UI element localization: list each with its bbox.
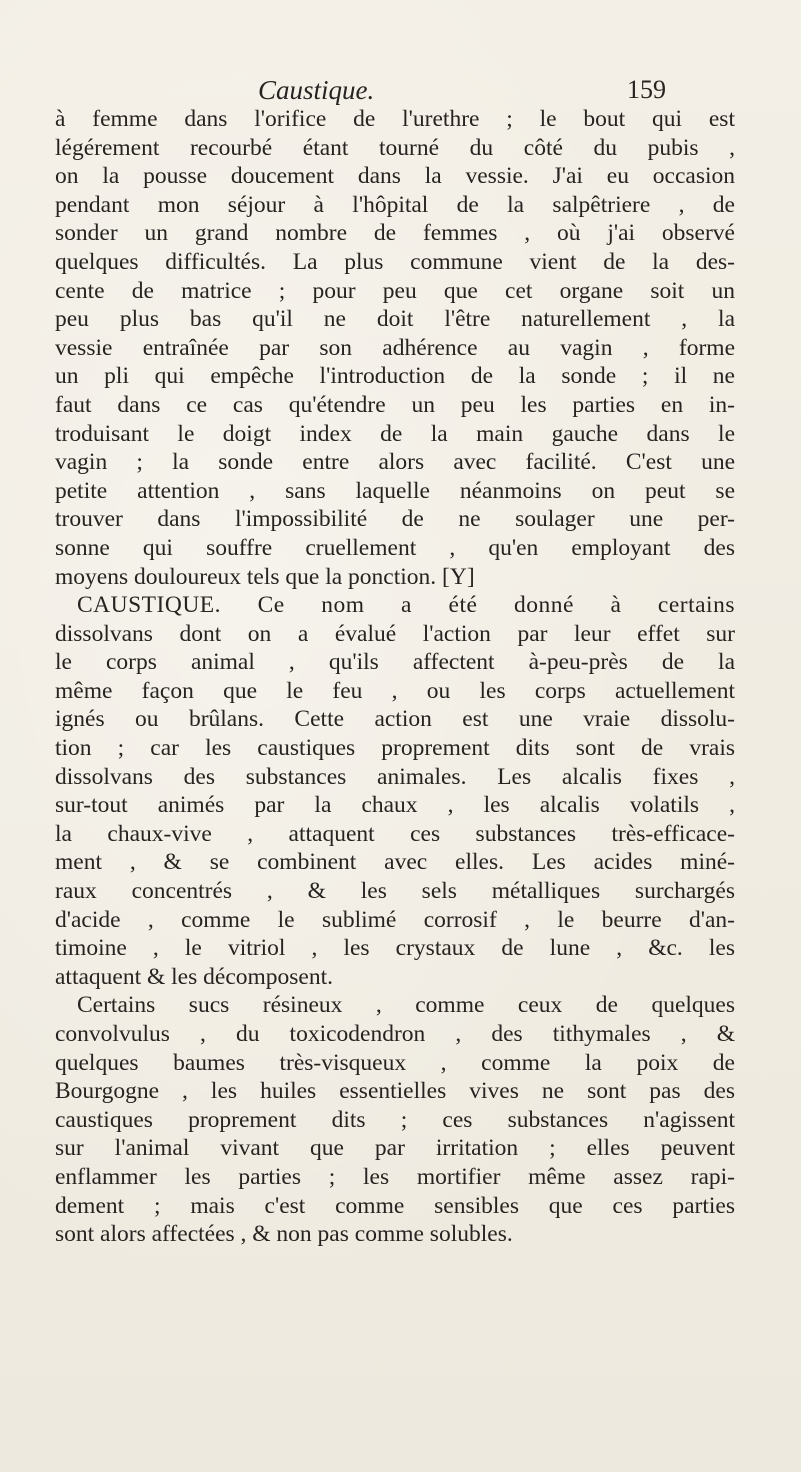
text-line: sonder un grand nombre de femmes , où j'ai observé — [55, 220, 735, 247]
text-line: quelques difficultés. La plus commune vient de la des- — [55, 248, 735, 275]
text-line: troduisant le doigt index de la main gauche dans le — [55, 420, 735, 447]
text-line: petite attention , sans laquelle néanmoins on peut se — [55, 477, 735, 504]
text-line: timoine , le vitriol , les crystaux de lune , &c. les — [55, 935, 735, 962]
text-line: tion ; car les caustiques proprement dits sont de vrais — [55, 735, 735, 762]
text-line: enflammer les parties ; les mortifier même assez rapi- — [55, 1163, 735, 1190]
text-line: quelques baumes très-visqueux , comme la poix de — [55, 1049, 735, 1076]
text-line: sont alors affectées , & non pas comme solubles. — [55, 1221, 513, 1248]
text-line: ment , & se combinent avec elles. Les acides miné- — [55, 849, 735, 876]
text-line: à femme dans l'orifice de l'urethre ; le bout qui est — [55, 106, 735, 132]
text-line: raux concentrés , & les sels métalliques surchargés — [55, 878, 735, 905]
text-line: faut dans ce cas qu'étendre un peu les parties en in- — [55, 391, 735, 418]
text-line: pendant mon séjour à l'hôpital de la salpêtriere , de — [55, 191, 735, 218]
body-text — [55, 105, 735, 1249]
text-line: même façon que le feu , ou les corps actuellement — [55, 677, 735, 704]
text-line: sur-tout animés par la chaux , les alcalis volatils , — [55, 792, 735, 819]
text-line: dissolvans dont on a évalué l'action par leur effet sur — [55, 620, 735, 647]
text-line: ignés ou brûlans. Cette action est une vraie dissolu- — [55, 706, 735, 733]
running-title: Caustique. — [258, 75, 375, 105]
text-line: légérement recourbé étant tourné du côté du pubis , — [55, 134, 735, 161]
entry-heading-line: CAUSTIQUE. Ce nom a été donné à certains — [77, 592, 735, 619]
text-line: un pli qui empêche l'introduction de la sonde ; il ne — [55, 363, 735, 390]
page-number: 159 — [627, 75, 666, 104]
text-line: peu plus bas qu'il ne doit l'être naturellement , la — [55, 306, 735, 333]
text-line: sonne qui souffre cruellement , qu'en employant des — [55, 534, 735, 561]
text-line: Bourgogne , les huiles essentielles vives ne sont pas des — [55, 1078, 735, 1105]
text-line: d'acide , comme le sublimé corrosif , le beurre d'an- — [55, 906, 735, 933]
page-header — [0, 72, 801, 108]
text-line: sur l'animal vivant que par irritation ; elles peuvent — [55, 1135, 735, 1162]
text-line: dissolvans des substances animales. Les alcalis fixes , — [55, 763, 735, 790]
text-line: on la pousse doucement dans la vessie. J'ai eu occasion — [55, 163, 735, 190]
text-line: cente de matrice ; pour peu que cet organe soit un — [55, 277, 735, 304]
text-line: convolvulus , du toxicodendron , des tithymales , & — [55, 1021, 735, 1047]
text-line: caustiques proprement dits ; ces substances n'agissent — [55, 1106, 735, 1133]
text-line: moyens douloureux tels que la ponction. [Y] — [55, 563, 475, 590]
text-line: le corps animal , qu'ils affectent à-peu-près de la — [55, 649, 735, 676]
text-line: vessie entraînée par son adhérence au vagin , forme — [55, 334, 735, 361]
text-line: dement ; mais c'est comme sensibles que ces parties — [55, 1192, 735, 1219]
text-line: Certains sucs résineux , comme ceux de quelques — [77, 992, 735, 1019]
text-line: la chaux-vive , attaquent ces substances très-efficace- — [55, 820, 735, 847]
text-line: vagin ; la sonde entre alors avec facilité. C'est une — [55, 449, 735, 476]
text-line: trouver dans l'impossibilité de ne soulager une per- — [55, 506, 735, 533]
text-line: attaquent & les décomposent. — [55, 963, 334, 990]
